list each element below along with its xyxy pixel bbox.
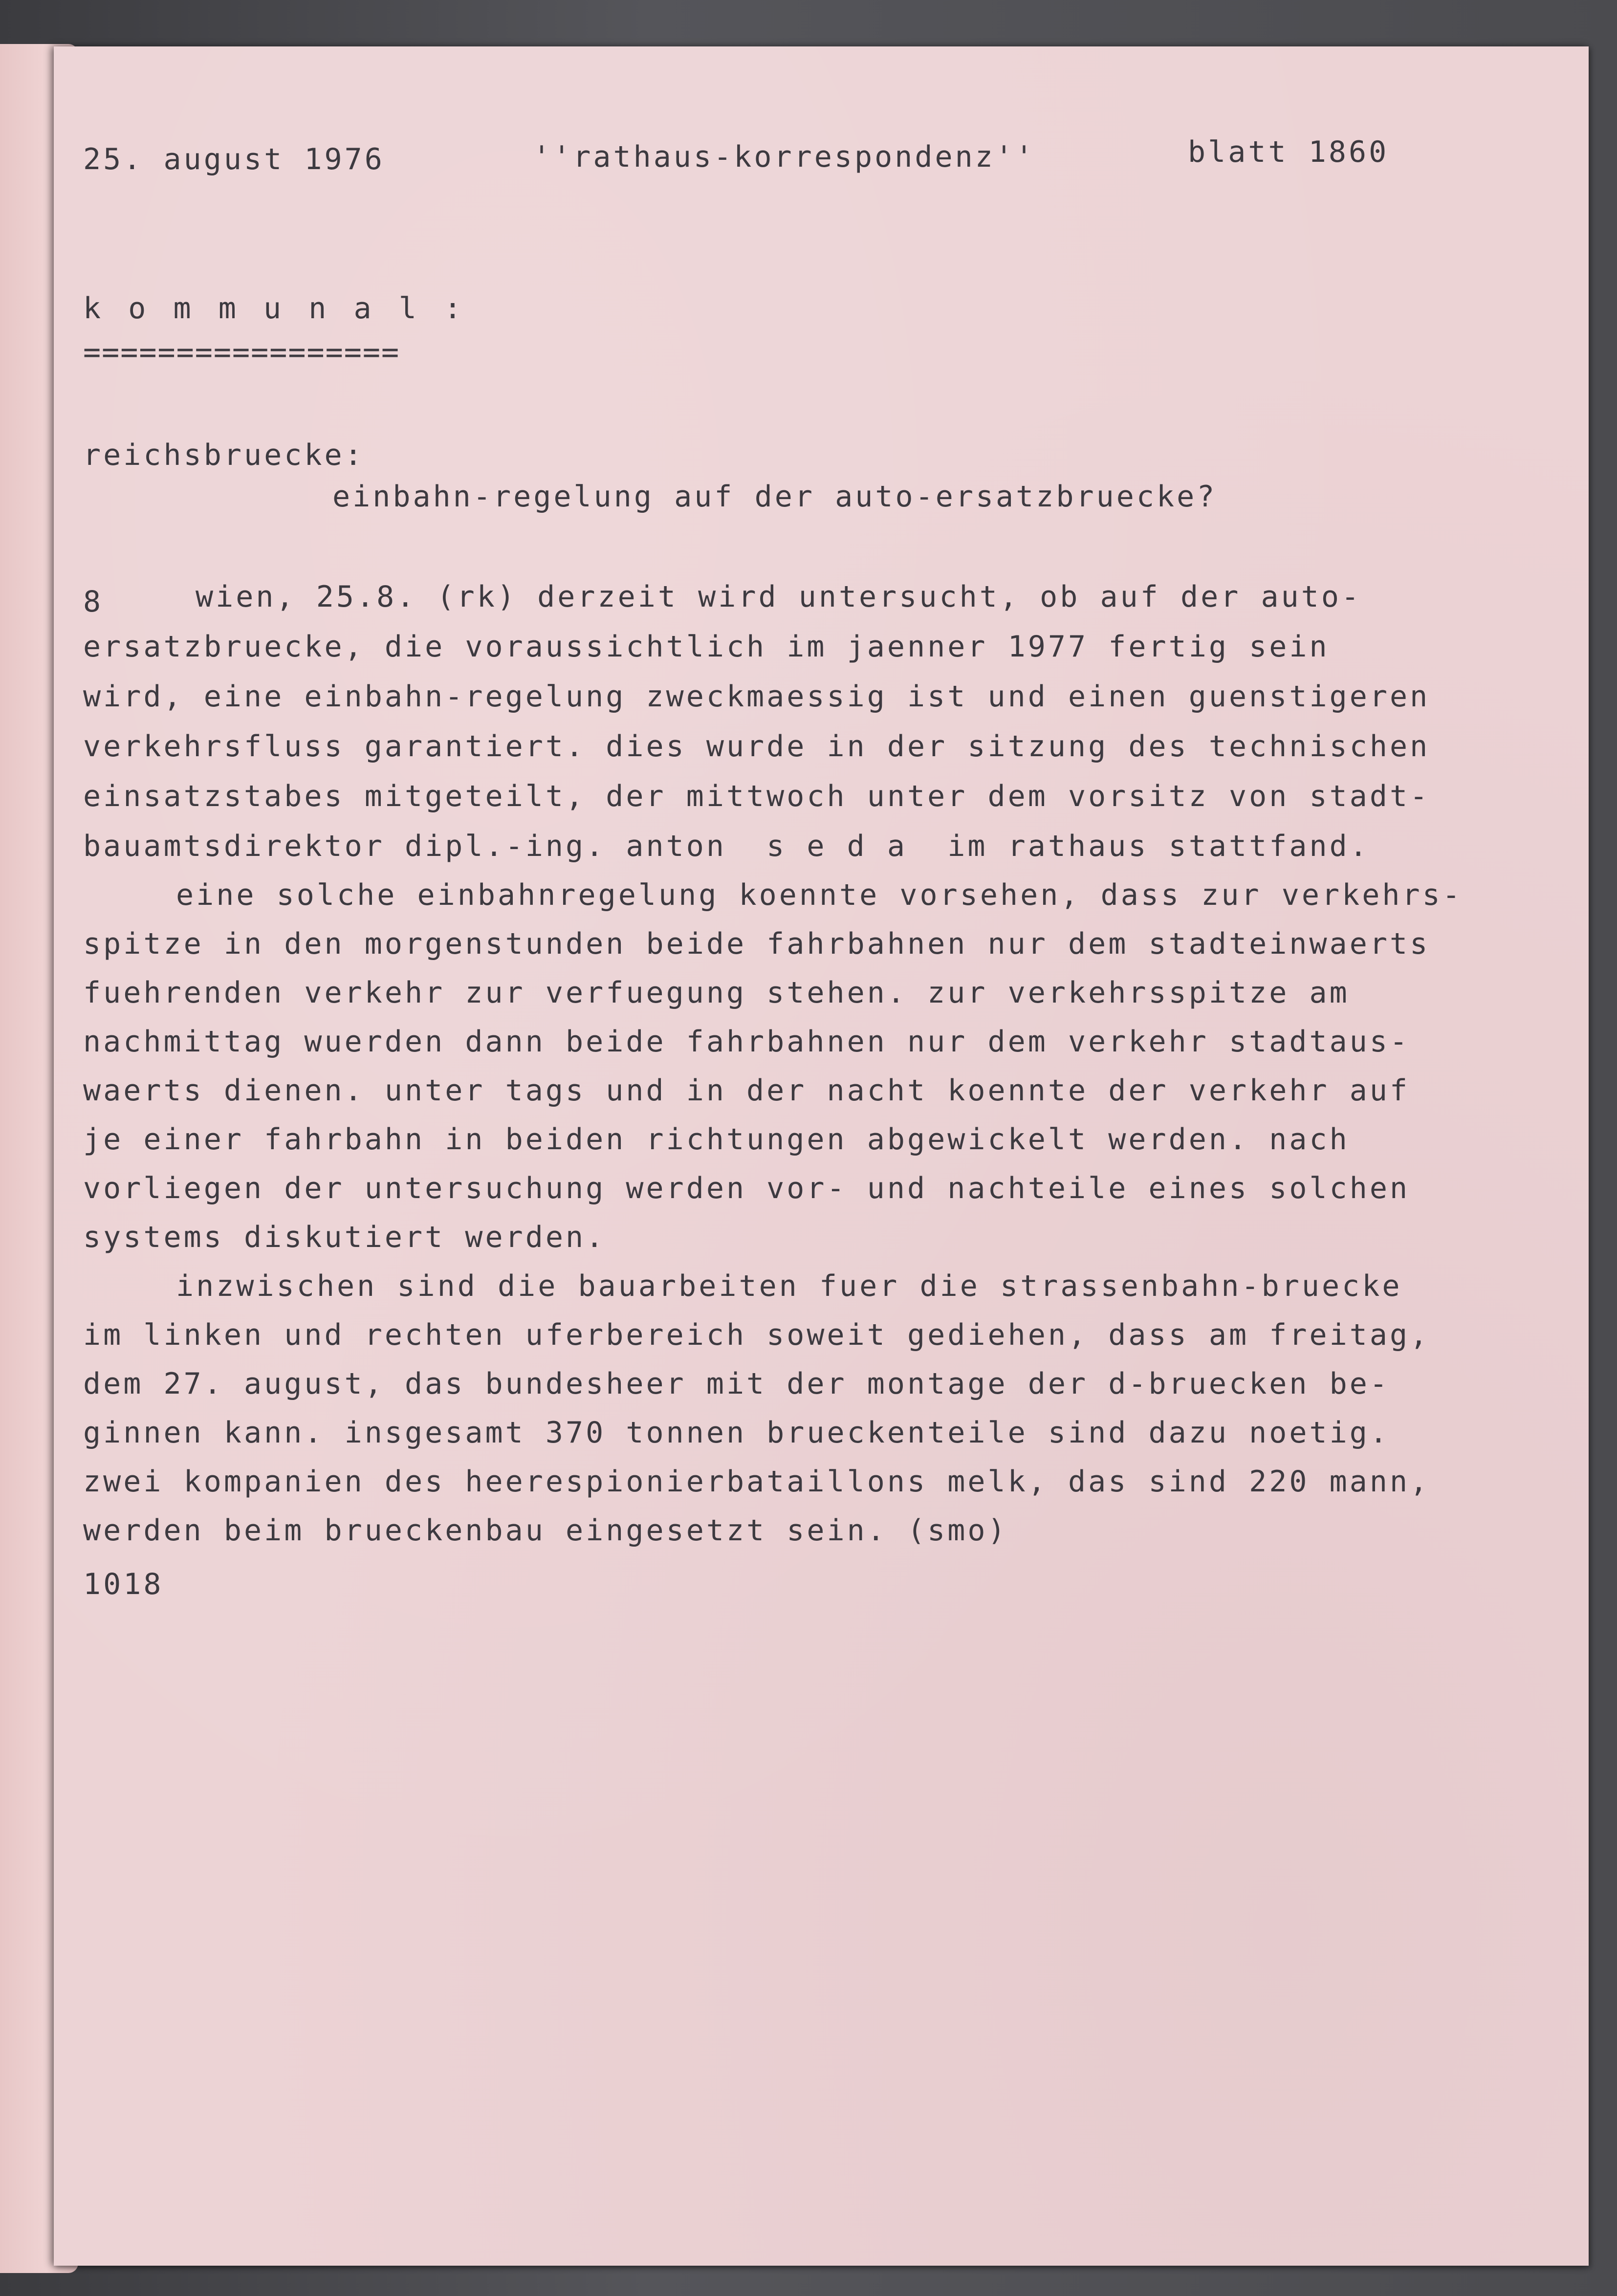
body-line: spitze in den morgenstunden beide fahrbahnen nur dem stadteinwaerts <box>83 927 1430 961</box>
header-sheet: blatt 1860 <box>1188 135 1389 169</box>
article-headline: einbahn-regelung auf der auto-ersatzbruecke? <box>332 480 1217 514</box>
section-underline: ================= <box>83 335 400 370</box>
body-line: inzwischen sind die bauarbeiten fuer die strassenbahn-bruecke <box>176 1269 1402 1303</box>
body-line: zwei kompanien des heerespionierbataillons melk, das sind 220 mann, <box>83 1465 1430 1499</box>
body-line: waerts dienen. unter tags und in der nacht koennte der verkehr auf <box>83 1073 1410 1108</box>
body-line: bauamtsdirektor dipl.-ing. anton s e d a im rathaus stattfand. <box>83 829 1370 863</box>
document-id-number: 1018 <box>83 1567 164 1601</box>
section-title: k o m m u n a l : <box>83 291 467 326</box>
body-line: einsatzstabes mitgeteilt, der mittwoch unter dem vorsitz von stadt- <box>83 779 1430 813</box>
header-date: 25. august 1976 <box>83 142 385 176</box>
body-line: fuehrenden verkehr zur verfuegung stehen. zur verkehrsspitze am <box>83 976 1350 1010</box>
header-publication: ''rathaus-korrespondenz'' <box>533 140 1036 174</box>
body-line: nachmittag wuerden dann beide fahrbahnen nur dem verkehr stadtaus- <box>83 1025 1410 1059</box>
body-line: im linken und rechten uferbereich soweit gediehen, dass am freitag, <box>83 1318 1430 1352</box>
body-line: eine solche einbahnregelung koennte vorsehen, dass zur verkehrs- <box>176 878 1463 912</box>
body-line: dem 27. august, das bundesheer mit der montage der d-bruecken be- <box>83 1367 1390 1401</box>
body-line: ginnen kann. insgesamt 370 tonnen brueckenteile sind dazu noetig. <box>83 1416 1390 1450</box>
body-line: wien, 25.8. (rk) derzeit wird untersucht, ob auf der auto- <box>196 580 1362 614</box>
document-page <box>54 46 1589 2266</box>
body-line: ersatzbruecke, die voraussichtlich im jaenner 1977 fertig sein <box>83 630 1330 664</box>
body-line: systems diskutiert werden. <box>83 1220 606 1254</box>
body-line: je einer fahrbahn in beiden richtungen abgewickelt werden. nach <box>83 1122 1350 1157</box>
body-line: vorliegen der untersuchung werden vor- und nachteile eines solchen <box>83 1171 1410 1205</box>
article-number: 8 <box>83 585 104 619</box>
article-topic: reichsbruecke: <box>83 438 365 472</box>
body-line: verkehrsfluss garantiert. dies wurde in der sitzung des technischen <box>83 729 1430 764</box>
body-line: wird, eine einbahn-regelung zweckmaessig ist und einen guenstigeren <box>83 679 1430 714</box>
body-line: werden beim brueckenbau eingesetzt sein. (smo) <box>83 1513 1008 1548</box>
